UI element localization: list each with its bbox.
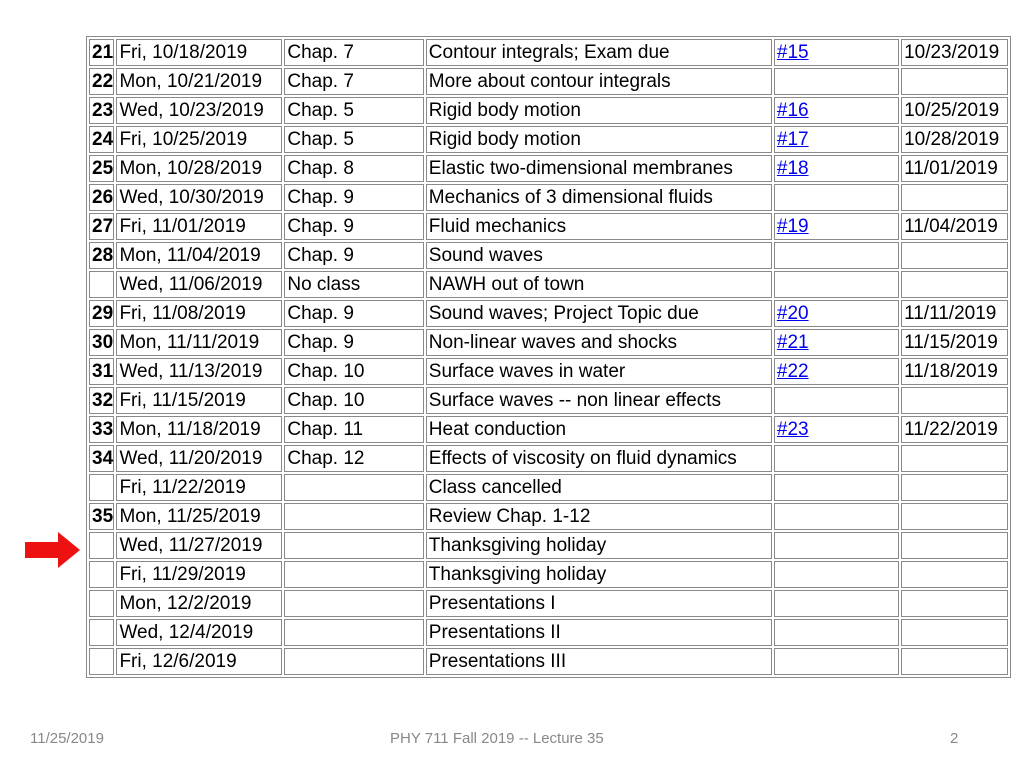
topic-cell: NAWH out of town xyxy=(426,271,772,298)
chapter-cell: Chap. 9 xyxy=(284,300,423,327)
topic-cell: Thanksgiving holiday xyxy=(426,532,772,559)
topic-cell: Surface waves in water xyxy=(426,358,772,385)
chapter-cell xyxy=(284,474,423,501)
topic-cell: Thanksgiving holiday xyxy=(426,561,772,588)
due-date-cell xyxy=(901,68,1008,95)
date-cell: Fri, 11/08/2019 xyxy=(116,300,282,327)
chapter-cell: Chap. 7 xyxy=(284,39,423,66)
homework-link[interactable]: #19 xyxy=(776,216,809,237)
topic-cell: Presentations III xyxy=(426,648,772,675)
homework-link[interactable]: #23 xyxy=(776,419,809,440)
schedule-row xyxy=(89,97,1008,124)
chapter-cell xyxy=(284,648,423,675)
homework-cell xyxy=(774,184,899,211)
chapter-cell: Chap. 9 xyxy=(284,329,423,356)
schedule-row xyxy=(89,155,1008,182)
schedule-row xyxy=(89,184,1008,211)
schedule-row xyxy=(89,387,1008,414)
date-cell: Wed, 10/23/2019 xyxy=(116,97,282,124)
lecture-number-cell: 35 xyxy=(89,503,114,530)
due-date-cell: 11/22/2019 xyxy=(901,416,1008,443)
homework-cell xyxy=(774,358,899,385)
date-cell: Wed, 12/4/2019 xyxy=(116,619,282,646)
topic-cell: Presentations II xyxy=(426,619,772,646)
due-date-cell xyxy=(901,503,1008,530)
footer-date: 11/25/2019 xyxy=(30,730,104,747)
topic-cell: Rigid body motion xyxy=(426,126,772,153)
topic-cell: Fluid mechanics xyxy=(426,213,772,240)
date-cell: Fri, 11/29/2019 xyxy=(116,561,282,588)
date-cell: Mon, 11/25/2019 xyxy=(116,503,282,530)
date-cell: Fri, 12/6/2019 xyxy=(116,648,282,675)
date-cell: Fri, 11/22/2019 xyxy=(116,474,282,501)
homework-link[interactable]: #16 xyxy=(776,100,809,121)
topic-cell: Contour integrals; Exam due xyxy=(426,39,772,66)
homework-cell xyxy=(774,271,899,298)
lecture-number-cell xyxy=(89,271,114,298)
date-cell: Mon, 11/18/2019 xyxy=(116,416,282,443)
date-cell: Mon, 12/2/2019 xyxy=(116,590,282,617)
lecture-number-cell xyxy=(89,619,114,646)
lecture-number-cell: 26 xyxy=(89,184,114,211)
date-cell: Fri, 10/25/2019 xyxy=(116,126,282,153)
homework-cell xyxy=(774,329,899,356)
homework-cell xyxy=(774,68,899,95)
topic-cell: Surface waves -- non linear effects xyxy=(426,387,772,414)
due-date-cell xyxy=(901,619,1008,646)
homework-cell xyxy=(774,126,899,153)
lecture-number-cell: 27 xyxy=(89,213,114,240)
date-cell: Wed, 11/20/2019 xyxy=(116,445,282,472)
date-cell: Mon, 10/21/2019 xyxy=(116,68,282,95)
due-date-cell: 10/28/2019 xyxy=(901,126,1008,153)
homework-cell xyxy=(774,619,899,646)
due-date-cell xyxy=(901,271,1008,298)
lecture-number-cell xyxy=(89,590,114,617)
due-date-cell xyxy=(901,184,1008,211)
homework-cell xyxy=(774,503,899,530)
lecture-number-cell: 30 xyxy=(89,329,114,356)
homework-cell xyxy=(774,445,899,472)
due-date-cell xyxy=(901,445,1008,472)
schedule-row xyxy=(89,532,1008,559)
schedule-row xyxy=(89,590,1008,617)
course-schedule-table xyxy=(86,36,1011,678)
homework-cell xyxy=(774,213,899,240)
homework-link[interactable]: #22 xyxy=(776,361,809,382)
homework-cell xyxy=(774,97,899,124)
chapter-cell xyxy=(284,532,423,559)
chapter-cell: Chap. 9 xyxy=(284,184,423,211)
due-date-cell: 11/18/2019 xyxy=(901,358,1008,385)
chapter-cell xyxy=(284,619,423,646)
date-cell: Wed, 11/13/2019 xyxy=(116,358,282,385)
schedule-row xyxy=(89,561,1008,588)
topic-cell: Effects of viscosity on fluid dynamics xyxy=(426,445,772,472)
date-cell: Mon, 11/11/2019 xyxy=(116,329,282,356)
chapter-cell: Chap. 5 xyxy=(284,126,423,153)
schedule-row xyxy=(89,329,1008,356)
topic-cell: Elastic two-dimensional membranes xyxy=(426,155,772,182)
topic-cell: Rigid body motion xyxy=(426,97,772,124)
schedule-row xyxy=(89,445,1008,472)
date-cell: Fri, 11/15/2019 xyxy=(116,387,282,414)
schedule-row xyxy=(89,39,1008,66)
lecture-number-cell: 25 xyxy=(89,155,114,182)
date-cell: Mon, 10/28/2019 xyxy=(116,155,282,182)
due-date-cell xyxy=(901,242,1008,269)
due-date-cell: 11/04/2019 xyxy=(901,213,1008,240)
schedule-row xyxy=(89,358,1008,385)
homework-cell xyxy=(774,474,899,501)
schedule-body xyxy=(89,39,1008,675)
due-date-cell: 11/15/2019 xyxy=(901,329,1008,356)
lecture-number-cell: 29 xyxy=(89,300,114,327)
date-cell: Wed, 11/06/2019 xyxy=(116,271,282,298)
lecture-number-cell: 22 xyxy=(89,68,114,95)
lecture-number-cell: 31 xyxy=(89,358,114,385)
chapter-cell: Chap. 10 xyxy=(284,358,423,385)
homework-cell xyxy=(774,590,899,617)
due-date-cell: 11/11/2019 xyxy=(901,300,1008,327)
due-date-cell xyxy=(901,590,1008,617)
due-date-cell xyxy=(901,532,1008,559)
chapter-cell xyxy=(284,590,423,617)
schedule-row xyxy=(89,271,1008,298)
footer-page-number: 2 xyxy=(950,730,959,747)
schedule-row xyxy=(89,648,1008,675)
topic-cell: More about contour integrals xyxy=(426,68,772,95)
schedule-row xyxy=(89,474,1008,501)
homework-cell xyxy=(774,561,899,588)
schedule-row xyxy=(89,619,1008,646)
schedule-row xyxy=(89,416,1008,443)
lecture-number-cell xyxy=(89,561,114,588)
homework-link[interactable]: #15 xyxy=(776,42,809,63)
due-date-cell xyxy=(901,561,1008,588)
date-cell: Wed, 11/27/2019 xyxy=(116,532,282,559)
schedule-row xyxy=(89,68,1008,95)
homework-cell xyxy=(774,648,899,675)
chapter-cell: No class xyxy=(284,271,423,298)
lecture-number-cell: 23 xyxy=(89,97,114,124)
due-date-cell xyxy=(901,474,1008,501)
current-lecture-arrow-icon xyxy=(25,532,80,568)
topic-cell: Class cancelled xyxy=(426,474,772,501)
chapter-cell: Chap. 9 xyxy=(284,213,423,240)
homework-cell xyxy=(774,300,899,327)
topic-cell: Review Chap. 1-12 xyxy=(426,503,772,530)
topic-cell: Sound waves xyxy=(426,242,772,269)
homework-cell xyxy=(774,39,899,66)
homework-cell xyxy=(774,242,899,269)
footer-course: PHY 711 Fall 2019 -- Lecture 35 xyxy=(390,730,604,747)
date-cell: Fri, 11/01/2019 xyxy=(116,213,282,240)
homework-link[interactable]: #17 xyxy=(776,129,809,150)
homework-link[interactable]: #18 xyxy=(776,158,809,179)
topic-cell: Mechanics of 3 dimensional fluids xyxy=(426,184,772,211)
schedule-row xyxy=(89,213,1008,240)
due-date-cell: 10/23/2019 xyxy=(901,39,1008,66)
topic-cell: Heat conduction xyxy=(426,416,772,443)
lecture-number-cell: 33 xyxy=(89,416,114,443)
chapter-cell xyxy=(284,561,423,588)
date-cell: Wed, 10/30/2019 xyxy=(116,184,282,211)
chapter-cell: Chap. 10 xyxy=(284,387,423,414)
schedule-row xyxy=(89,126,1008,153)
lecture-number-cell xyxy=(89,648,114,675)
lecture-number-cell xyxy=(89,474,114,501)
schedule-row xyxy=(89,242,1008,269)
chapter-cell xyxy=(284,503,423,530)
schedule-row xyxy=(89,503,1008,530)
lecture-number-cell: 34 xyxy=(89,445,114,472)
due-date-cell xyxy=(901,648,1008,675)
due-date-cell: 11/01/2019 xyxy=(901,155,1008,182)
chapter-cell: Chap. 11 xyxy=(284,416,423,443)
due-date-cell: 10/25/2019 xyxy=(901,97,1008,124)
lecture-number-cell xyxy=(89,532,114,559)
lecture-number-cell: 28 xyxy=(89,242,114,269)
homework-cell xyxy=(774,532,899,559)
homework-cell xyxy=(774,387,899,414)
schedule-row xyxy=(89,300,1008,327)
homework-link[interactable]: #21 xyxy=(776,332,809,353)
chapter-cell: Chap. 5 xyxy=(284,97,423,124)
date-cell: Mon, 11/04/2019 xyxy=(116,242,282,269)
topic-cell: Sound waves; Project Topic due xyxy=(426,300,772,327)
due-date-cell xyxy=(901,387,1008,414)
date-cell: Fri, 10/18/2019 xyxy=(116,39,282,66)
topic-cell: Non-linear waves and shocks xyxy=(426,329,772,356)
lecture-number-cell: 24 xyxy=(89,126,114,153)
chapter-cell: Chap. 9 xyxy=(284,242,423,269)
chapter-cell: Chap. 8 xyxy=(284,155,423,182)
homework-cell xyxy=(774,155,899,182)
topic-cell: Presentations I xyxy=(426,590,772,617)
lecture-number-cell: 21 xyxy=(89,39,114,66)
homework-link[interactable]: #20 xyxy=(776,303,809,324)
lecture-number-cell: 32 xyxy=(89,387,114,414)
chapter-cell: Chap. 7 xyxy=(284,68,423,95)
homework-cell xyxy=(774,416,899,443)
chapter-cell: Chap. 12 xyxy=(284,445,423,472)
